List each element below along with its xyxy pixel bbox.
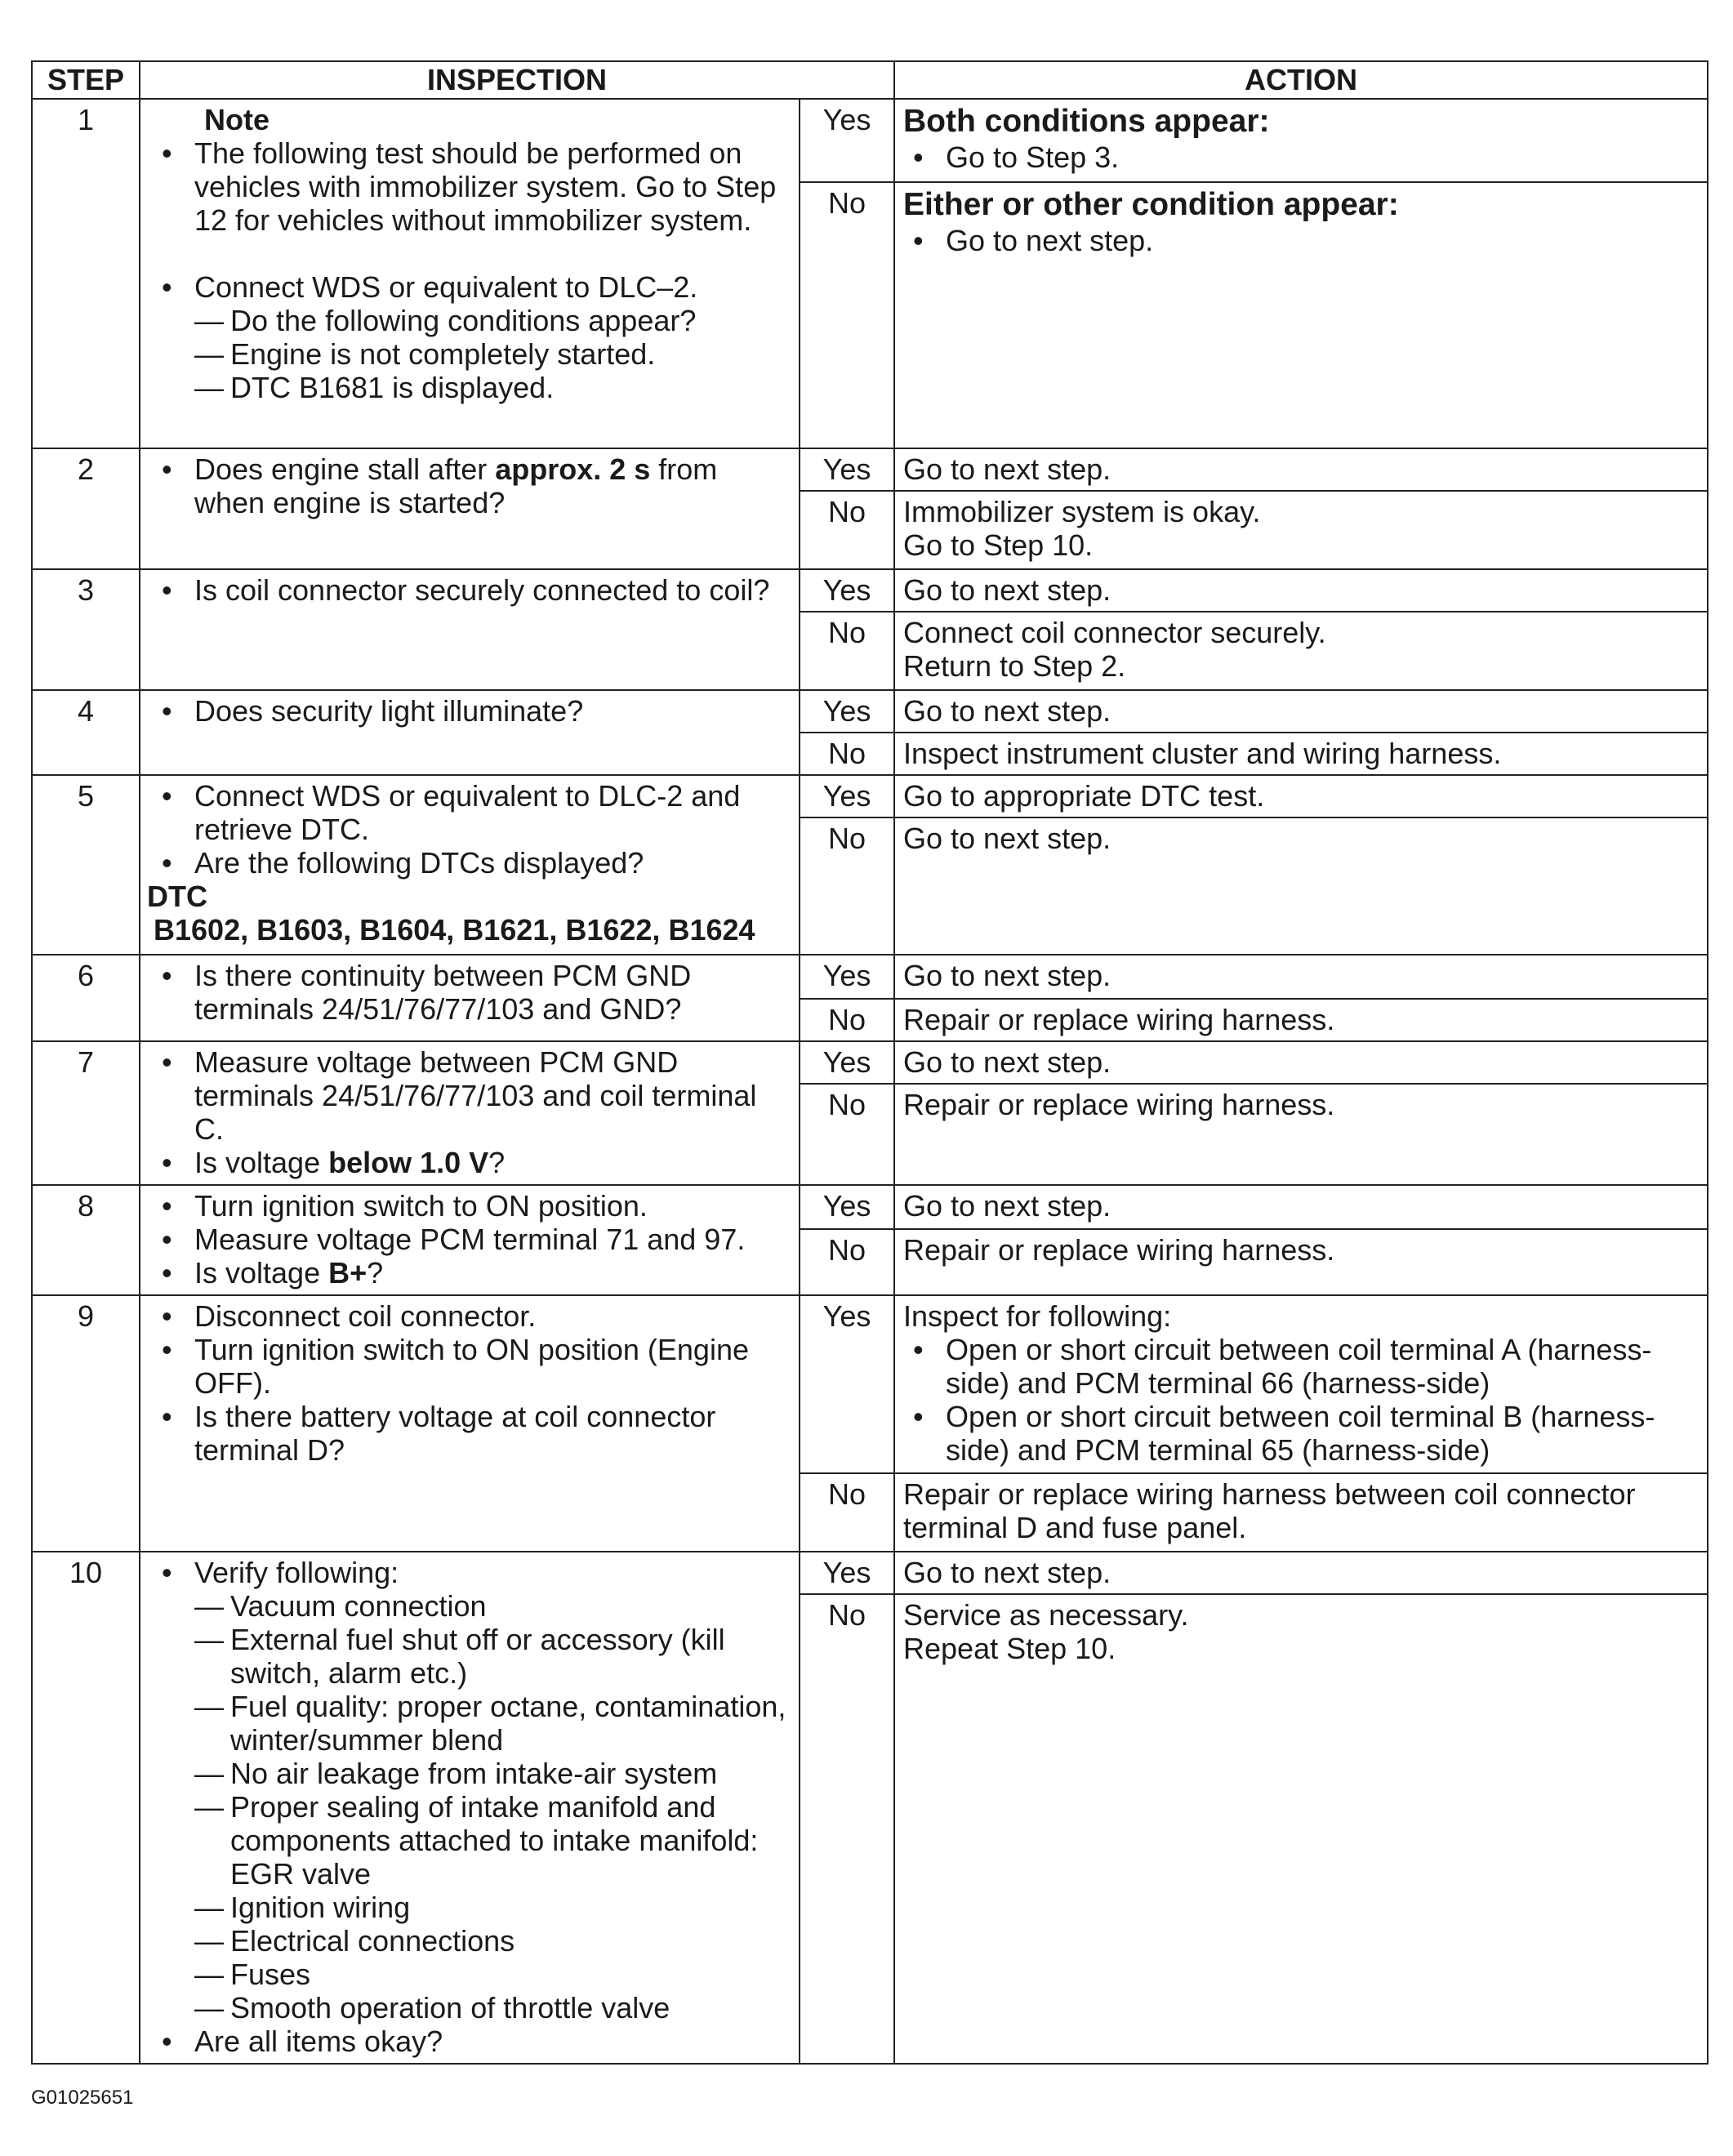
inspection-item: • Are the following DTCs displayed? xyxy=(152,846,787,880)
action-yes-cell: Go to next step. xyxy=(894,690,1708,733)
action-no-cell xyxy=(894,1594,1708,2064)
inspection-item xyxy=(152,1146,787,1179)
inspection-cell xyxy=(140,690,800,775)
table-row xyxy=(32,448,1708,491)
action-no-cell: Repair or replace wiring harness between coil connector terminal D and fuse panel. xyxy=(894,1473,1708,1552)
no-cell: No xyxy=(800,1594,894,2064)
action-item: • Go to Step 3. xyxy=(903,140,1699,174)
inspection-list xyxy=(152,452,787,519)
action-yes-cell: Go to next step. xyxy=(894,1552,1708,1594)
table-row xyxy=(32,775,1708,817)
inspection-item xyxy=(152,270,787,404)
sub-item: — External fuel shut off or accessory (kill switch, alarm etc.) xyxy=(194,1623,787,1690)
no-cell: No xyxy=(800,1084,894,1185)
action-no-cell: Repair or replace wiring harness. xyxy=(894,999,1708,1041)
action-heading: Both conditions appear: xyxy=(903,104,1270,139)
step-number: 4 xyxy=(32,690,140,775)
no-cell: No xyxy=(800,733,894,775)
yes-cell: Yes xyxy=(800,775,894,817)
action-no-cell: Repair or replace wiring harness. xyxy=(894,1229,1708,1295)
header-step: STEP xyxy=(32,61,140,99)
inspection-cell xyxy=(140,569,800,690)
inspection-emphasis: approx. 2 s xyxy=(495,452,651,486)
action-line: Connect coil connector securely. xyxy=(903,616,1326,649)
step-number: 10 xyxy=(32,1552,140,2064)
inspection-item: • Is there battery voltage at coil connector terminal D? xyxy=(152,1400,787,1467)
table-row xyxy=(32,99,1708,182)
inspection-text: Is voltage xyxy=(194,1146,329,1179)
action-yes-cell: Go to next step. xyxy=(894,1041,1708,1084)
no-cell: No xyxy=(800,491,894,569)
yes-cell: Yes xyxy=(800,1185,894,1229)
action-line: Repeat Step 10. xyxy=(903,1632,1116,1666)
inspection-list xyxy=(152,1189,787,1290)
no-cell: No xyxy=(800,612,894,690)
sub-list xyxy=(194,304,787,404)
inspection-cell xyxy=(140,448,800,569)
no-cell: No xyxy=(800,1229,894,1295)
step-number: 9 xyxy=(32,1295,140,1552)
inspection-text: ? xyxy=(367,1256,384,1290)
inspection-item: • Does security light illuminate? xyxy=(152,694,787,728)
sub-list xyxy=(194,1589,787,2025)
sub-item: — Engine is not completely started. xyxy=(194,337,787,371)
sub-item: — Smooth operation of throttle valve xyxy=(194,1991,787,2025)
inspection-emphasis: below 1.0 V xyxy=(328,1146,489,1179)
inspection-list xyxy=(152,694,787,728)
action-yes-cell xyxy=(894,1295,1708,1473)
note-title: Note xyxy=(204,103,270,136)
inspection-item: • Measure voltage between PCM GND terminals 24/51/76/77/103 and coil terminal C. xyxy=(152,1045,787,1146)
table-row xyxy=(32,1552,1708,1594)
inspection-item xyxy=(152,1556,787,2025)
step-number: 3 xyxy=(32,569,140,690)
yes-cell: Yes xyxy=(800,99,894,182)
table-row xyxy=(32,955,1708,999)
no-cell: No xyxy=(800,182,894,448)
action-line: Immobilizer system is okay. xyxy=(903,495,1261,528)
figure-code: G01025651 xyxy=(31,2087,134,2109)
action-no-cell: Go to next step. xyxy=(894,817,1708,955)
step-number: 1 xyxy=(32,99,140,448)
inspection-list xyxy=(152,1299,787,1467)
inspection-item: • Is there continuity between PCM GND terminals 24/51/76/77/103 and GND? xyxy=(152,959,787,1026)
action-heading: Inspect for following: xyxy=(903,1299,1172,1333)
inspection-list xyxy=(152,1556,787,2058)
no-cell: No xyxy=(800,999,894,1041)
action-line: Return to Step 2. xyxy=(903,649,1126,683)
action-list xyxy=(903,140,1699,174)
note-text: • The following test should be performed on vehicles with immobilizer system. Go to Step 12 for vehicles without immobilizer system. xyxy=(152,136,787,237)
yes-cell: Yes xyxy=(800,569,894,612)
inspection-item xyxy=(152,1256,787,1290)
yes-cell: Yes xyxy=(800,448,894,491)
header-inspection: INSPECTION xyxy=(140,61,894,99)
sub-item: — Do the following conditions appear? xyxy=(194,304,787,337)
sub-item: — DTC B1681 is displayed. xyxy=(194,371,787,404)
dtc-codes: B1602, B1603, B1604, B1621, B1622, B1624 xyxy=(154,913,755,947)
inspection-item: • Turn ignition switch to ON position. xyxy=(152,1189,787,1223)
action-item: • Open or short circuit between coil terminal A (harness-side) and PCM terminal 66 (harness-side) xyxy=(903,1333,1699,1400)
sub-item: — Fuses xyxy=(194,1958,787,1991)
inspection-emphasis: B+ xyxy=(328,1256,368,1290)
yes-cell: Yes xyxy=(800,1041,894,1084)
inspection-item: • Are all items okay? xyxy=(152,2025,787,2058)
table-row xyxy=(32,569,1708,612)
dtc-label: DTC xyxy=(147,880,207,913)
sub-item: — No air leakage from intake-air system xyxy=(194,1757,787,1790)
inspection-item: • Is coil connector securely connected to coil? xyxy=(152,573,787,607)
inspection-cell xyxy=(140,1295,800,1552)
table-row xyxy=(32,690,1708,733)
sub-item: — Fuel quality: proper octane, contamination, winter/summer blend xyxy=(194,1690,787,1757)
action-no-cell xyxy=(894,491,1708,569)
action-no-cell xyxy=(894,612,1708,690)
inspection-list xyxy=(152,573,787,607)
action-yes-cell: Go to next step. xyxy=(894,955,1708,999)
sub-item: — Electrical connections xyxy=(194,1924,787,1958)
action-line: Service as necessary. xyxy=(903,1598,1189,1633)
inspection-text: Does engine stall after xyxy=(194,452,496,486)
action-item: • Go to next step. xyxy=(903,224,1699,257)
step-number: 2 xyxy=(32,448,140,569)
inspection-text: from when engine is started? xyxy=(194,452,718,519)
header-row xyxy=(32,61,1708,99)
sub-item: — Ignition wiring xyxy=(194,1891,787,1924)
action-yes-cell xyxy=(894,99,1708,182)
header-action: ACTION xyxy=(894,61,1708,99)
inspection-item: • Measure voltage PCM terminal 71 and 97. xyxy=(152,1223,787,1256)
inspection-item: • Turn ignition switch to ON position (Engine OFF). xyxy=(152,1333,787,1400)
yes-cell: Yes xyxy=(800,690,894,733)
step-number: 5 xyxy=(32,775,140,955)
action-list xyxy=(903,224,1699,257)
action-yes-cell: Go to next step. xyxy=(894,1185,1708,1229)
action-list xyxy=(903,1333,1699,1467)
diagnostic-table xyxy=(31,60,1708,2065)
yes-cell: Yes xyxy=(800,1295,894,1473)
note-list xyxy=(152,136,787,237)
step-number: 7 xyxy=(32,1041,140,1185)
inspection-item: • Disconnect coil connector. xyxy=(152,1299,787,1333)
step-number: 6 xyxy=(32,955,140,1041)
inspection-cell xyxy=(140,775,800,955)
inspection-list xyxy=(152,1045,787,1179)
action-no-cell: Repair or replace wiring harness. xyxy=(894,1084,1708,1185)
action-heading: Either or other condition appear: xyxy=(903,187,1399,222)
sub-item: — Vacuum connection xyxy=(194,1589,787,1623)
no-cell: No xyxy=(800,1473,894,1552)
inspection-list xyxy=(152,959,787,1026)
yes-cell: Yes xyxy=(800,1552,894,1594)
inspection-list xyxy=(152,270,787,404)
step-number: 8 xyxy=(32,1185,140,1295)
inspection-list xyxy=(147,779,787,880)
inspection-text: Connect WDS or equivalent to DLC–2. xyxy=(194,270,698,304)
action-no-cell: Inspect instrument cluster and wiring harness. xyxy=(894,733,1708,775)
action-yes-cell: Go to next step. xyxy=(894,448,1708,491)
yes-cell: Yes xyxy=(800,955,894,999)
action-yes-cell: Go to appropriate DTC test. xyxy=(894,775,1708,817)
table-row xyxy=(32,1041,1708,1084)
table-row xyxy=(32,1185,1708,1229)
action-item: • Open or short circuit between coil terminal B (harness-side) and PCM terminal 65 (harness-side) xyxy=(903,1400,1699,1467)
inspection-cell xyxy=(140,99,800,448)
inspection-text: ? xyxy=(488,1146,506,1179)
inspection-item xyxy=(152,452,787,519)
inspection-text: Verify following: xyxy=(194,1556,399,1589)
inspection-cell xyxy=(140,1552,800,2064)
no-cell: No xyxy=(800,817,894,955)
inspection-cell xyxy=(140,955,800,1041)
action-no-cell xyxy=(894,182,1708,448)
inspection-cell xyxy=(140,1041,800,1185)
inspection-item: • Connect WDS or equivalent to DLC-2 and retrieve DTC. xyxy=(152,779,787,846)
sub-item: — Proper sealing of intake manifold and components attached to intake manifold: EGR valve xyxy=(194,1790,787,1891)
inspection-text: Is voltage xyxy=(194,1256,329,1290)
action-yes-cell: Go to next step. xyxy=(894,569,1708,612)
action-line: Go to Step 10. xyxy=(903,528,1094,562)
table-row xyxy=(32,1295,1708,1473)
inspection-cell xyxy=(140,1185,800,1295)
